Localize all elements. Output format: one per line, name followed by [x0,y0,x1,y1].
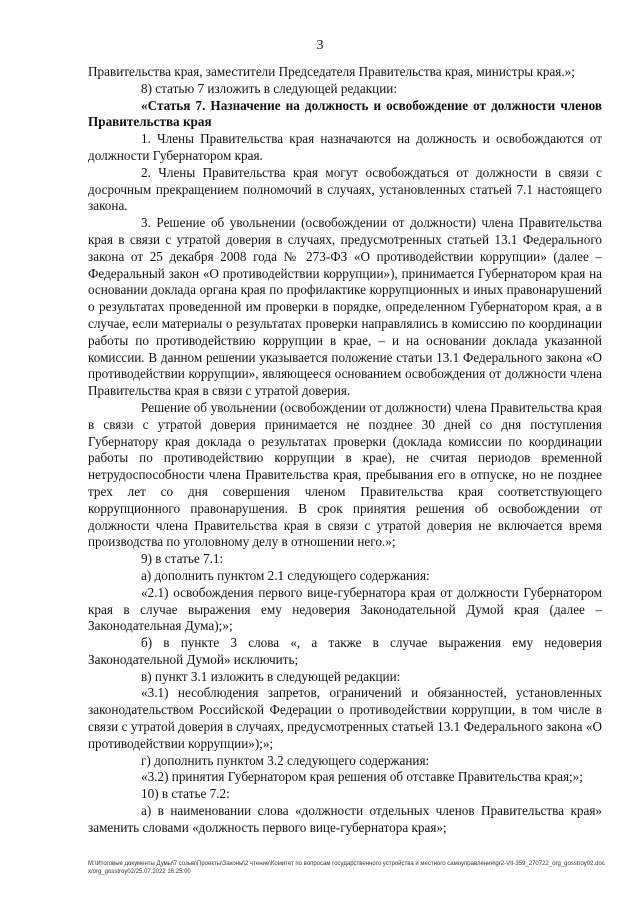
paragraph: Решение об увольнении (освобождении от должности) члена Правительства края в связи с утратой доверия принимается не позднее 30 дней со дня поступления Губернатору края доклада о результатах проверки (доклада комиссии по координации работы по противодействию коррупции в крае), не считая периодов временной нетрудоспособности члена Правительства края, пребывания его в отпуске, но не позднее трех лет со дня совершения членом Правительства края соответствующего коррупционного правонарушения. В срок принятия решения об освобождении от должности члена Правительства края в связи с утратой доверия не включается время производства по уголовному делу в отношении него.»; [88,399,602,550]
paragraph: г) дополнить пунктом 3.2 следующего содержания: [141,752,430,768]
paragraph: «2.1) освобождения первого вице-губернатора края от должности Губернатором края в случае выражения ему недоверия Законодательной Думой края (далее – Законодательная Дума);»; [88,584,602,634]
paragraph: 1. Члены Правительства края назначаются на должность и освобождаются от должности Губернатором края. [88,131,602,163]
paragraph: 10) в статье 7.2: [141,786,230,802]
paragraph: «3.1) несоблюдения запретов, ограничений и обязанностей, установленных законодательством Российской Федерации о противодействии коррупции, в том числе в связи с утратой доверия в случаях, предусмотренных статьей 13.1 Федерального закона «О противодействии коррупции»);»; [88,685,602,751]
paragraph: 2. Члены Правительства края могут освобождаться от должности в связи с досрочным прекращением полномочий в случаях, установленных статьей 7.1 настоящего закона. [88,164,602,214]
paragraph: Правительства края, заместители Председателя Правительства края, министры края.»; [88,64,575,79]
paragraph: в) пункт 3.1 изложить в следующей редакции: [141,668,401,684]
paragraph: б) в пункте 3 слова «, а также в случае выражения ему недоверия Законодательной Думой» исключить; [88,635,602,667]
paragraph: «3.2) принятия Губернатором края решения об отставке Правительства края;»; [141,769,583,785]
file-path-footer: M:\Итоговые документы Думы\7 созыв\Проекты\Законы\2 чтение\Комитет по вопросам государственного устройства и местного самоуправления\gr2-VII-359_270722_org_gosstroy02.docx/org_gosstroy02/25.07.2022 16:25:00 [88,861,605,875]
article-heading: «Статья 7. Назначение на должность и освобождение от должности членов Правительства края [88,97,602,130]
page-number: 3 [316,38,324,53]
document-body [88,64,602,837]
paragraph: 8) статью 7 изложить в следующей редакции: [141,80,397,96]
paragraph: 9) в статье 7.1: [141,551,224,567]
paragraph: а) в наименовании слова «должности отдельных членов Правительства края» заменить словами «должность первого вице-губернатора края»; [88,803,602,835]
paragraph: а) дополнить пунктом 2.1 следующего содержания: [141,567,430,583]
paragraph: 3. Решение об увольнении (освобождении от должности) члена Правительства края в связи с утратой доверия в случаях, предусмотренных статьей 13.1 Федерального закона от 25 декабря 2008 года № 273-ФЗ «О противодействии коррупции» (далее – Федеральный закон «О противодействии коррупции»), принимается Губернатором края на основании доклада органа края по профилактике коррупционных и иных правонарушений о результатах проведенной им проверки в порядке, определенном Губернатором края, а в случае, если материалы о результатах проверки направлялись в комиссию по координации работы по противодействию коррупции в крае, – и на основании доклада указанной комиссии. В данном решении указывается положение статьи 13.1 Федерального закона «О противодействии коррупции», являющееся основанием освобождения от должности члена Правительства края в связи с утратой доверия. [88,215,602,399]
